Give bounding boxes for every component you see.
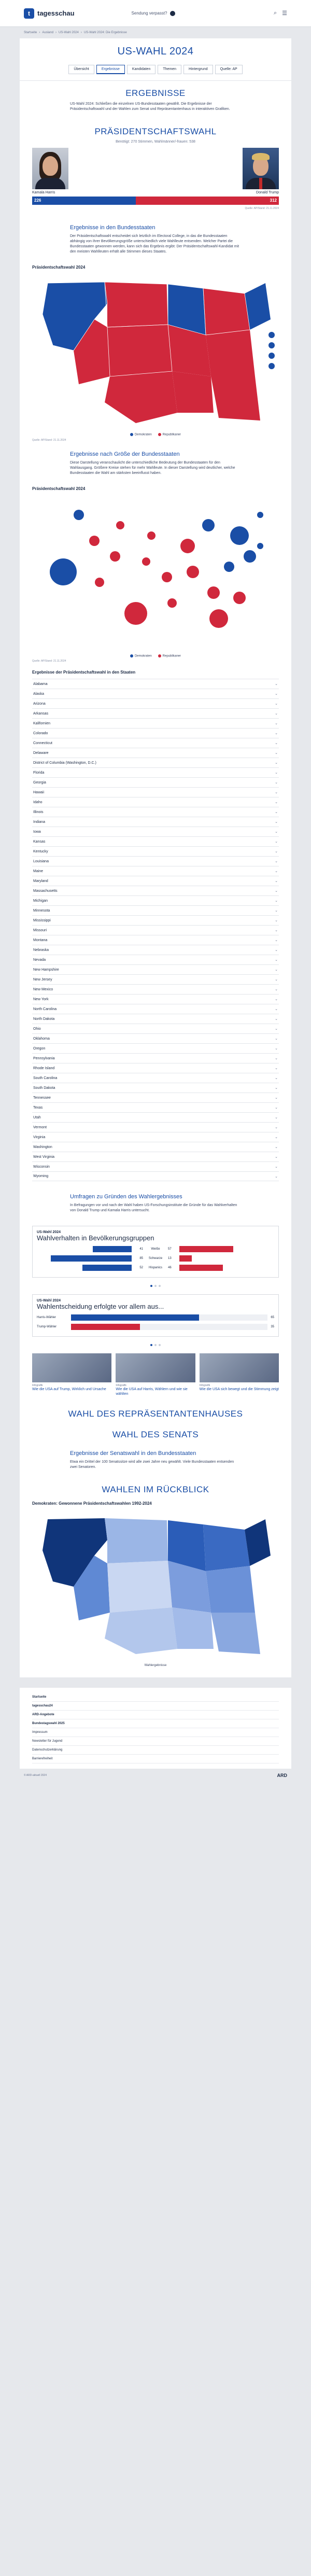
state-name: Arizona — [33, 702, 46, 706]
state-name: Pennsylvania — [33, 1056, 55, 1060]
breadcrumb-item[interactable]: US-Wahl 2024 — [59, 31, 79, 34]
tab-background[interactable]: Hintergrund — [183, 65, 213, 74]
state-row[interactable] — [32, 984, 279, 994]
bubble-map — [20, 483, 291, 665]
state-row[interactable] — [32, 1014, 279, 1024]
usa-map[interactable] — [32, 273, 279, 428]
survey-card-groups — [32, 1226, 279, 1278]
state-name: North Dakota — [33, 1017, 55, 1021]
tab-results[interactable]: Ergebnisse — [96, 65, 125, 74]
bubble-chart[interactable] — [32, 494, 279, 650]
state-name: Rhode Island — [33, 1066, 55, 1070]
chevron-down-icon: ⌄ — [275, 939, 278, 943]
states-title: Ergebnisse der Präsidentschaftswahl in den Staaten — [32, 670, 136, 675]
state-name: Alaska — [33, 692, 45, 696]
chevron-down-icon: ⌄ — [275, 1145, 278, 1150]
chevron-down-icon: ⌄ — [275, 1047, 278, 1051]
state-name: Montana — [33, 938, 48, 942]
state-name: Wyoming — [33, 1174, 49, 1179]
tagesschau-logo[interactable] — [24, 8, 75, 19]
chevron-down-icon: ⌄ — [275, 840, 278, 844]
copyright: © ARD-aktuell 2024 — [24, 1774, 47, 1777]
footer-link[interactable]: Datenschutzerklärung — [32, 1746, 279, 1755]
state-row[interactable] — [32, 1171, 279, 1181]
history-map — [20, 1498, 291, 1667]
trump-portrait — [243, 148, 279, 189]
footer-link[interactable]: ARD-Angebote — [32, 1711, 279, 1719]
state-row[interactable] — [32, 1112, 279, 1122]
harris-name: Kamala Harris — [32, 191, 55, 194]
state-name: Kalifornien — [33, 721, 51, 725]
tab-candidates[interactable]: Kandidaten — [127, 65, 156, 74]
state-row[interactable] — [32, 1063, 279, 1073]
card-tag: US-Wahl 2024 — [37, 1299, 61, 1303]
state-name: Maryland — [33, 879, 48, 883]
states-accordion — [20, 665, 291, 1181]
state-map-source: Quelle: AP/Stand: 21.11.2024 — [32, 438, 66, 442]
state-row[interactable] — [32, 1132, 279, 1142]
bubble-map-text: Diese Darstellung veranschaulicht die unterschiedliche Bedeutung der Bundesstaaten für den Wahlausgang. Größere Kreise stehen für mehr Wahlleute. In dieser Darstellung wird deutlicher, welche Bundesstaaten die Wahl am stärksten beeinflusst haben. — [70, 460, 235, 475]
breadcrumb-item[interactable]: Startseite — [24, 31, 37, 34]
breadcrumb-item[interactable]: Ausland — [42, 31, 54, 34]
chevron-down-icon: ⌄ — [275, 771, 278, 775]
logo-mark: t — [24, 8, 34, 19]
state-row[interactable] — [32, 925, 279, 935]
state-row[interactable] — [32, 689, 279, 698]
section-tabs — [20, 62, 291, 81]
state-row[interactable] — [32, 895, 279, 905]
state-row[interactable] — [32, 1142, 279, 1152]
history-title: Demokraten: Gewonnene Präsidentschaftswahlen 1992-2024 — [32, 1501, 152, 1506]
electoral-bar — [32, 197, 279, 205]
carousel-dots[interactable] — [20, 1283, 291, 1289]
footer-link[interactable]: Bundestagswahl 2025 — [32, 1719, 279, 1728]
senate-heading: WAHL DES SENATS — [112, 1430, 199, 1440]
state-name: Texas — [33, 1105, 43, 1110]
state-name: Louisiana — [33, 859, 49, 863]
history-heading: WAHLEN IM RÜCKBLICK — [102, 1485, 209, 1495]
state-name: Minnesota — [33, 908, 50, 913]
state-row[interactable] — [32, 797, 279, 807]
history-usa-map[interactable] — [32, 1509, 279, 1659]
results-intro: US-Wahl 2024: Schließen die einzelnen US-Bundesstaaten gewählt. Die Ergebnisse der Präsidentschaftswahl und der Wahlen zum Senat und Repräsentantenhaus in interaktiven Grafiken. — [70, 102, 230, 111]
state-name: New Mexico — [33, 987, 53, 991]
breadcrumb-item: US-Wahl 2024: Die Ergebnisse — [83, 31, 127, 34]
history-legend: Wahlergebnisse — [144, 1664, 167, 1668]
state-name: Vermont — [33, 1125, 47, 1129]
tab-source[interactable]: Quelle: AP — [215, 65, 243, 74]
chevron-down-icon: ⌄ — [275, 801, 278, 805]
state-row[interactable] — [32, 807, 279, 817]
chevron-down-icon: ⌄ — [275, 1126, 278, 1130]
state-row[interactable] — [32, 1083, 279, 1093]
chevron-down-icon: ⌄ — [275, 909, 278, 913]
state-name: Colorado — [33, 731, 48, 735]
source-note: Quelle: AP/Stand: 21.11.2024 — [245, 207, 279, 210]
gop-votes: 312 — [270, 198, 277, 203]
survey-text: In Befragungen vor und nach der Wahl haben US-Forschungsinstitute die Gründe für das Wahlverhalten von Donald Trump und Kamala Harris untersucht. — [70, 1203, 237, 1213]
state-name: Arkansas — [33, 711, 49, 716]
group-row: 41 Weiße 57 — [37, 1245, 274, 1253]
state-row[interactable] — [32, 708, 279, 718]
page-title: US-WAHL 2024 — [117, 46, 194, 57]
state-name: South Carolina — [33, 1076, 58, 1080]
state-name: Oklahoma — [33, 1037, 50, 1041]
chevron-down-icon: ⌄ — [275, 761, 278, 765]
chevron-down-icon: ⌄ — [275, 1076, 278, 1081]
group-row: 52 Hispanics 46 — [37, 1264, 274, 1272]
chevron-down-icon: ⌄ — [275, 1017, 278, 1021]
breadcrumb: Startseite › Ausland › US-Wahl 2024 › US-Wahl 2024: Die Ergebnisse — [24, 31, 127, 34]
state-row[interactable] — [32, 767, 279, 777]
senate-sub: Ergebnisse der Senatswahl in den Bundesstaaten — [70, 1450, 196, 1457]
state-row[interactable] — [32, 1102, 279, 1112]
state-row[interactable] — [32, 866, 279, 876]
chevron-down-icon: ⌄ — [275, 968, 278, 972]
state-row[interactable] — [32, 945, 279, 955]
state-row[interactable] — [32, 876, 279, 886]
state-row[interactable] — [32, 777, 279, 787]
senate-text: Etwa ein Drittel der 100 Senatssitze wird alle zwei Jahre neu gewählt. Viele Bundesstaaten entsenden zwei Senatoren. — [70, 1460, 234, 1469]
state-name: Mississippi — [33, 918, 51, 922]
state-name: Idaho — [33, 800, 43, 804]
state-row[interactable] — [32, 905, 279, 915]
state-row[interactable] — [32, 817, 279, 827]
chevron-down-icon: ⌄ — [275, 702, 278, 706]
state-row[interactable] — [32, 955, 279, 964]
top-header — [0, 0, 311, 27]
president-heading: PRÄSIDENTSCHAFTSWAHL — [94, 127, 217, 136]
legend-gop: Republikaner — [162, 433, 181, 437]
play-icon — [170, 11, 175, 16]
state-row[interactable] — [32, 1122, 279, 1132]
chevron-down-icon: ⌄ — [275, 919, 278, 923]
search-icon[interactable]: ⌕ — [273, 10, 277, 16]
candidate-harris — [32, 148, 68, 194]
state-name: Tennessee — [33, 1096, 51, 1100]
chevron-down-icon: ⌄ — [275, 1136, 278, 1140]
state-name: Georgia — [33, 780, 46, 785]
chevron-down-icon: ⌄ — [275, 1116, 278, 1120]
state-row[interactable] — [32, 1073, 279, 1083]
chevron-down-icon: ⌄ — [275, 899, 278, 903]
chevron-down-icon: ⌄ — [275, 988, 278, 992]
state-row[interactable] — [32, 679, 279, 689]
state-row[interactable] — [32, 935, 279, 945]
bubble-map-heading: Ergebnisse nach Größe der Bundesstaaten — [70, 451, 180, 457]
state-name: Iowa — [33, 830, 41, 834]
state-row[interactable] — [32, 738, 279, 748]
state-row[interactable] — [32, 1033, 279, 1043]
chevron-down-icon: ⌄ — [275, 1106, 278, 1110]
state-map-text: Der Präsidentschaftswahl entscheidet sich letztlich im Electoral College, in das die Bundesstaaten abhängig von ihrer Bevölkerungsgröße unterschiedlich viele Wahlleute entsenden. Welcher Partei die Bundesstaaten gewonnen werden, kann sich das Ergebnis ergibt: Der Präsidentschaftswahl-Kandidat mit den meisten Wahlleuten erhält alle Stimmen dieses Staates. — [70, 234, 239, 254]
state-name: Maine — [33, 869, 44, 873]
footer-link[interactable]: Impressum — [32, 1728, 279, 1737]
chevron-down-icon: ⌄ — [275, 850, 278, 854]
ard-logo[interactable]: ARD — [277, 1773, 287, 1779]
state-row[interactable] — [32, 1024, 279, 1033]
state-row[interactable] — [32, 1004, 279, 1014]
chevron-down-icon: ⌄ — [275, 830, 278, 834]
tab-topics[interactable]: Themen — [158, 65, 181, 74]
state-map-legend — [32, 430, 279, 437]
footer — [20, 1688, 291, 1769]
bubble-legend-dem: Demokraten — [134, 654, 152, 658]
state-row[interactable] — [32, 1161, 279, 1171]
header-actions — [274, 10, 287, 17]
chevron-down-icon: ⌄ — [275, 712, 278, 716]
card-tag: US-Wahl 2024 — [37, 1230, 61, 1235]
footer-link[interactable]: tagesschau24 — [32, 1702, 279, 1711]
state-name: Ohio — [33, 1027, 41, 1031]
state-name: Nevada — [33, 958, 46, 962]
state-row[interactable] — [32, 1152, 279, 1161]
state-row[interactable] — [32, 974, 279, 984]
state-row[interactable] — [32, 886, 279, 895]
state-map-heading: Ergebnisse in den Bundesstaaten — [70, 225, 156, 231]
live-label: Sendung verpasst? — [131, 11, 167, 16]
chevron-down-icon: ⌄ — [275, 1037, 278, 1041]
chevron-down-icon: ⌄ — [275, 732, 278, 736]
related-tile[interactable]: Infografik Wie die USA auf Trump, Wirklich und Ursache — [32, 1353, 111, 1396]
chevron-down-icon: ⌄ — [275, 948, 278, 953]
state-name: Massachusetts — [33, 889, 58, 893]
president-widget — [20, 140, 291, 217]
state-row[interactable] — [32, 964, 279, 974]
state-name: New Jersey — [33, 977, 52, 982]
state-name: Wisconsin — [33, 1165, 50, 1169]
logo-text: tagesschau — [37, 9, 75, 17]
state-name: Missouri — [33, 928, 47, 932]
chevron-down-icon: ⌄ — [275, 741, 278, 746]
dem-bar — [32, 197, 136, 205]
motive-rows — [37, 1313, 274, 1331]
chevron-down-icon: ⌄ — [275, 1067, 278, 1071]
chevron-down-icon: ⌄ — [275, 751, 278, 755]
gop-bar — [136, 197, 279, 205]
states-list — [32, 679, 279, 1181]
results-heading: ERGEBNISSE — [125, 88, 186, 98]
state-row[interactable] — [32, 1043, 279, 1053]
state-name: Nebraska — [33, 948, 49, 952]
chevron-down-icon: ⌄ — [275, 1174, 278, 1179]
state-row[interactable] — [32, 856, 279, 866]
chevron-down-icon: ⌄ — [275, 889, 278, 893]
chevron-down-icon: ⌄ — [275, 682, 278, 687]
footer-link[interactable]: Barrierefreiheit — [32, 1755, 279, 1763]
dem-votes: 226 — [34, 198, 41, 203]
state-row[interactable] — [32, 787, 279, 797]
group-rows — [37, 1245, 274, 1272]
chevron-down-icon: ⌄ — [275, 879, 278, 884]
state-name: Connecticut — [33, 741, 52, 745]
state-row[interactable] — [32, 758, 279, 767]
state-name: District of Columbia (Washington, D.C.) — [33, 761, 96, 765]
state-row[interactable] — [32, 836, 279, 846]
state-name: Kansas — [33, 839, 46, 844]
state-name: Virginia — [33, 1135, 46, 1139]
menu-icon[interactable]: ☰ — [282, 10, 287, 17]
motive-row: Trump-Wähler 35 — [37, 1323, 274, 1331]
state-map-title: Präsidentschaftswahl 2024 — [32, 265, 86, 270]
trump-name: Donald Trump — [256, 191, 279, 194]
state-name: Indiana — [33, 820, 45, 824]
related-tile[interactable]: Infografik Wie die USA auf Harris, Wählern und wie sie wählten — [116, 1353, 195, 1396]
legend-dem: Demokraten — [134, 433, 152, 437]
state-row[interactable] — [32, 728, 279, 738]
chevron-down-icon: ⌄ — [275, 791, 278, 795]
chevron-down-icon: ⌄ — [275, 1027, 278, 1031]
bubble-map-title: Präsidentschaftswahl 2024 — [32, 486, 86, 491]
state-name: Oregon — [33, 1046, 46, 1051]
chevron-down-icon: ⌄ — [275, 1155, 278, 1159]
state-row[interactable] — [32, 698, 279, 708]
chevron-down-icon: ⌄ — [275, 820, 278, 824]
chevron-down-icon: ⌄ — [275, 958, 278, 962]
card-headline: Wahlverhalten in Bevölkerungsgruppen — [37, 1234, 154, 1242]
bubble-map-source: Quelle: AP/Stand: 21.11.2024 — [32, 660, 66, 663]
chevron-down-icon: ⌄ — [275, 978, 278, 982]
house-heading: WAHL DES REPRÄSENTANTENHAUSES — [68, 1409, 243, 1419]
president-subtitle: Benötigt: 270 Stimmen, Wahlmänner/-frauen: 538 — [116, 140, 195, 144]
main-content — [20, 38, 291, 1677]
state-name: Alabama — [33, 682, 48, 686]
candidate-trump — [243, 148, 279, 194]
related-tile[interactable]: Infografik Wie die USA sich bewegt und die Stimmung zeigt — [200, 1353, 279, 1396]
state-row[interactable] — [32, 915, 279, 925]
chevron-down-icon: ⌄ — [275, 1165, 278, 1169]
state-name: West Virginia — [33, 1155, 54, 1159]
state-name: South Dakota — [33, 1086, 55, 1090]
state-name: Kentucky — [33, 849, 48, 853]
state-row[interactable] — [32, 1053, 279, 1063]
footer-link[interactable]: Newsletter für Jugend — [32, 1737, 279, 1746]
chevron-down-icon: ⌄ — [275, 781, 278, 785]
state-name: New Hampshire — [33, 968, 59, 972]
survey-card-motives — [32, 1294, 279, 1337]
chevron-down-icon: ⌄ — [275, 1007, 278, 1012]
bubble-legend-gop: Republikaner — [162, 654, 181, 658]
state-row[interactable] — [32, 994, 279, 1004]
chevron-down-icon: ⌄ — [275, 722, 278, 726]
carousel-dots[interactable] — [20, 1342, 291, 1348]
chevron-down-icon: ⌄ — [275, 1057, 278, 1061]
state-row[interactable] — [32, 846, 279, 856]
motive-row: Harris-Wähler 65 — [37, 1313, 274, 1322]
card-headline: Wahlentscheidung erfolgte vor allem aus... — [37, 1303, 164, 1311]
live-link[interactable] — [132, 11, 176, 16]
state-name: Hawaii — [33, 790, 45, 794]
state-name: Delaware — [33, 751, 49, 755]
bottom-bar — [0, 1769, 311, 1782]
survey-heading: Umfragen zu Gründen des Wahlergebnisses — [70, 1194, 182, 1200]
state-name: Michigan — [33, 899, 48, 903]
state-name: North Carolina — [33, 1007, 57, 1011]
state-name: Illinois — [33, 810, 44, 814]
state-row[interactable] — [32, 718, 279, 728]
chevron-down-icon: ⌄ — [275, 998, 278, 1002]
chevron-down-icon: ⌄ — [275, 1096, 278, 1100]
chevron-down-icon: ⌄ — [275, 870, 278, 874]
state-row[interactable] — [32, 1093, 279, 1102]
state-name: Florida — [33, 771, 45, 775]
chevron-down-icon: ⌄ — [275, 860, 278, 864]
chevron-down-icon: ⌄ — [275, 810, 278, 815]
chevron-down-icon: ⌄ — [275, 1086, 278, 1090]
state-row[interactable] — [32, 748, 279, 758]
bubble-legend — [32, 651, 279, 658]
chevron-down-icon: ⌄ — [275, 692, 278, 696]
state-row[interactable] — [32, 827, 279, 836]
state-name: Utah — [33, 1115, 41, 1119]
footer-link[interactable]: Startseite — [32, 1693, 279, 1702]
chevron-down-icon: ⌄ — [275, 929, 278, 933]
tab-overview[interactable]: Übersicht — [68, 65, 94, 74]
group-row: 85 Schwarze 13 — [37, 1254, 274, 1263]
related-tiles — [20, 1348, 291, 1402]
state-name: Washington — [33, 1145, 52, 1149]
state-map — [20, 262, 291, 444]
state-name: New York — [33, 997, 49, 1001]
harris-portrait — [32, 148, 68, 189]
